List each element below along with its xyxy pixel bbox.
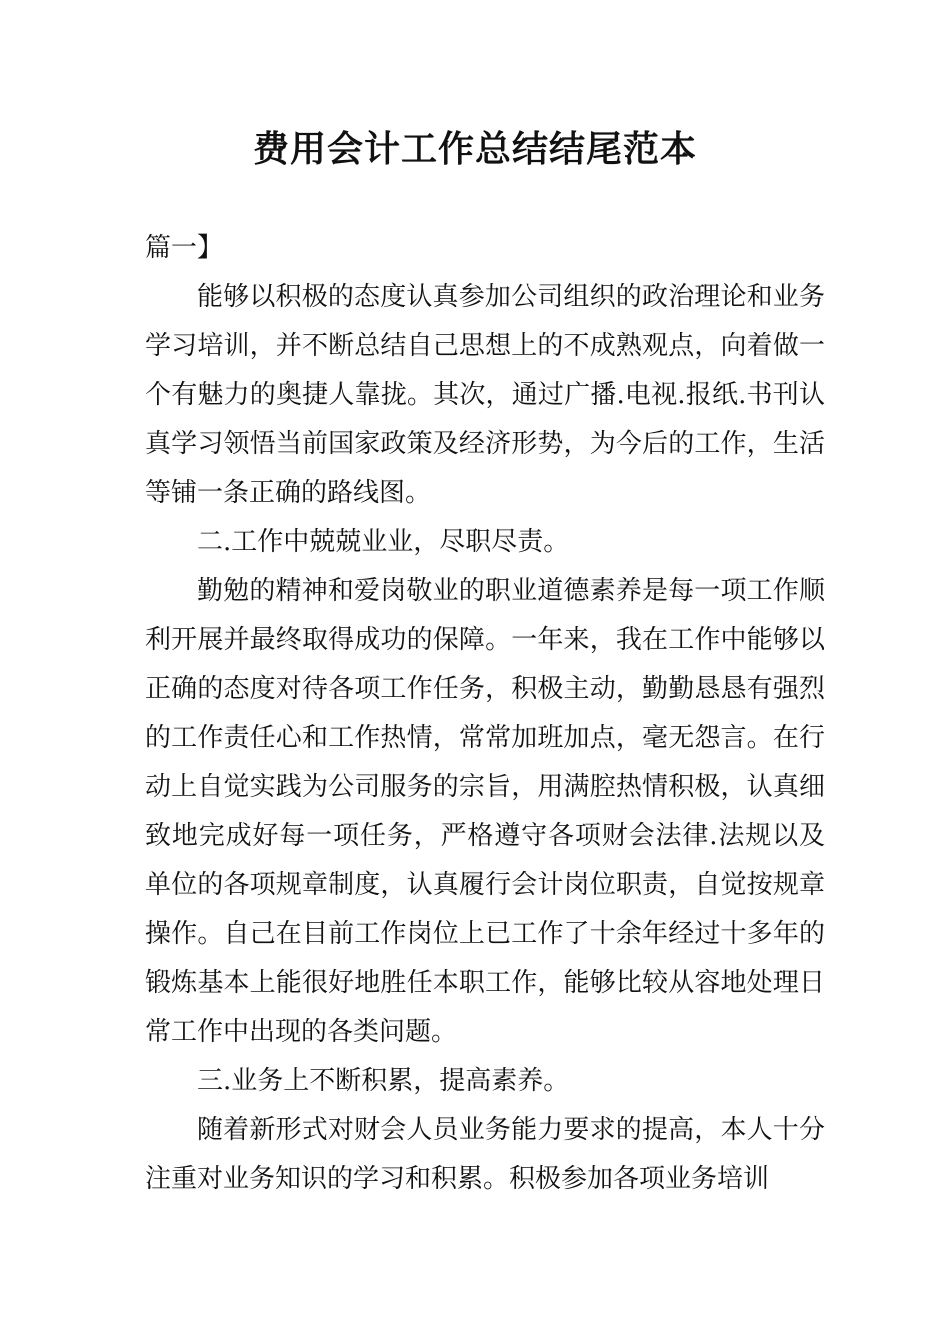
heading-section-three: 三.业务上不断积累，提高素养。: [197, 1066, 570, 1096]
paragraph-learning: 随着新形式对财会人员业务能力要求的提高，本人十分注重对业务知识的学习和积累。积极参加各项业务培训: [145, 1115, 825, 1194]
document-body: [145, 224, 825, 1204]
paragraph-intro: 能够以积极的态度认真参加公司组织的政治理论和业务学习培训，并不断总结自己思想上的不成熟观点，向着做一个有魅力的奥捷人靠拢。其次，通过广播.电视.报纸.书刊认真学习领悟当前国家政策及经济形势，为今后的工作，生活等铺一条正确的路线图。: [145, 282, 825, 508]
section-label: 篇一】: [145, 233, 224, 263]
heading-section-two: 二.工作中兢兢业业，尽职尽责。: [197, 527, 570, 557]
paragraph-diligence: 勤勉的精神和爱岗敬业的职业道德素养是每一项工作顺利开展并最终取得成功的保障。一年来，我在工作中能够以正确的态度对待各项工作任务，积极主动，勤勤恳恳有强烈的工作责任心和工作热情，常常加班加点，毫无怨言。在行动上自觉实践为公司服务的宗旨，用满腔热情积极，认真细致地完成好每一项任务，严格遵守各项财会法律.法规以及单位的各项规章制度，认真履行会计岗位职责，自觉按规章操作。自己在目前工作岗位上已工作了十余年经过十多年的锻炼基本上能很好地胜任本职工作，能够比较从容地处理日常工作中出现的各类问题。: [145, 576, 825, 1047]
document-title: 费用会计工作总结结尾范本: [252, 129, 697, 170]
